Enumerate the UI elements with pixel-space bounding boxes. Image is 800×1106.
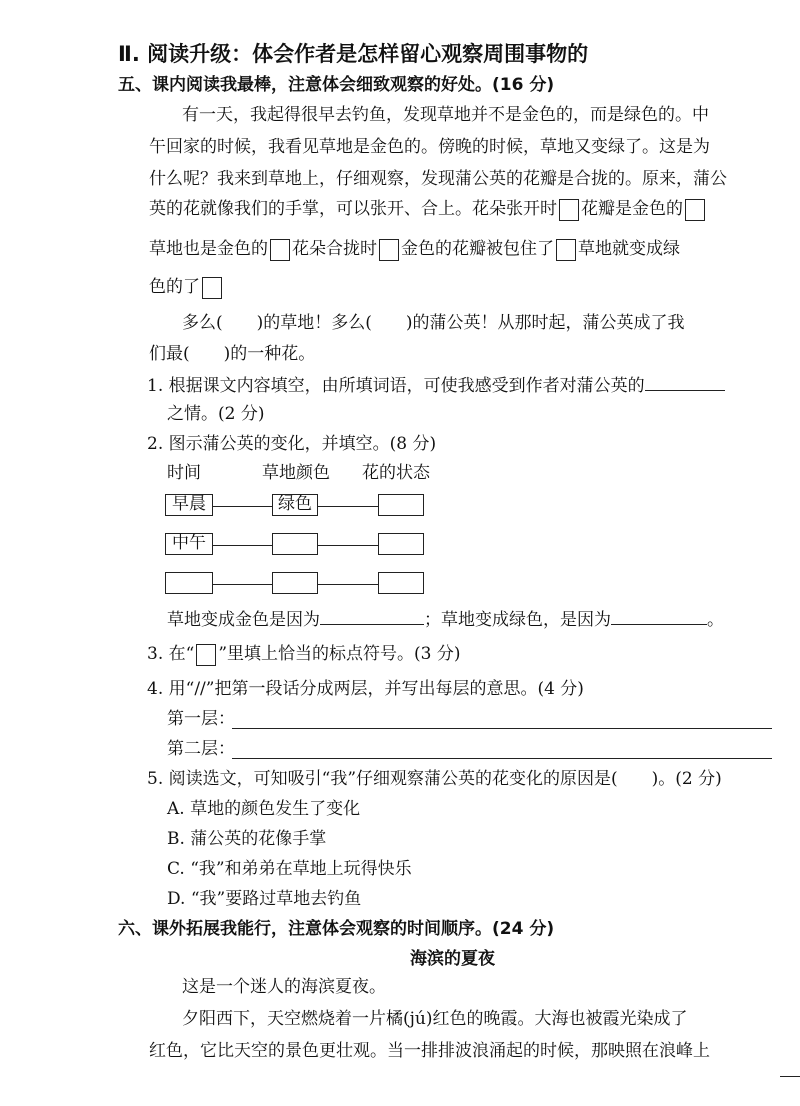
passage-text: 草地就变成绿	[578, 239, 680, 259]
layer1-answer-line[interactable]	[232, 728, 772, 729]
section6-heading: 六、课外拓展我能行，注意体会观察的时间顺序。(24 分)	[118, 919, 555, 939]
punctuation-box[interactable]	[270, 239, 290, 261]
question-1	[147, 374, 725, 397]
question-3	[147, 643, 461, 666]
diagram-box-color-evening[interactable]	[272, 572, 318, 594]
question-text: 3. 在“	[147, 644, 195, 664]
question-text: 。	[707, 610, 724, 630]
question-text: 1. 根据课文内容填空，由所填词语，可使我感受到作者对蒲公英的	[147, 376, 645, 396]
question-1-line2: 之情。(2 分)	[167, 404, 265, 424]
question-2: 2. 图示蒲公英的变化，并填空。(8 分)	[147, 434, 437, 454]
answer-blank[interactable]	[320, 608, 424, 625]
layer2-answer-line[interactable]	[232, 758, 772, 759]
passage-text: 花瓣是金色的	[581, 199, 683, 219]
diagram-box-time-morning: 早晨	[165, 494, 213, 516]
diagram-connector	[213, 584, 272, 585]
article-line: 这是一个迷人的海滨夏夜。	[182, 977, 386, 997]
question-text: ；草地变成绿色，是因为	[424, 610, 611, 630]
passage-text: 金色的花瓣被包住了	[401, 239, 554, 259]
option-c[interactable]: C. “我”和弟弟在草地上玩得快乐	[167, 859, 412, 879]
passage-text: 草地也是金色的	[149, 239, 268, 259]
diagram-connector	[318, 545, 378, 546]
diagram-header-time: 时间	[167, 463, 201, 483]
passage-line	[149, 238, 680, 261]
option-d[interactable]: D. “我”要路过草地去钓鱼	[167, 889, 362, 909]
diagram-connector	[318, 584, 378, 585]
punctuation-box[interactable]	[559, 199, 579, 221]
question-4: 4. 用“//”把第一段话分成两层，并写出每层的意思。(4 分)	[147, 679, 584, 699]
passage-text: 多么(	[182, 313, 223, 333]
passage-text: )的草地！多么(	[256, 313, 372, 333]
diagram-box-time-noon: 中午	[165, 533, 213, 555]
layer1-label: 第一层：	[167, 709, 235, 729]
passage-text: 们最(	[149, 344, 190, 364]
passage-text: 花朵合拢时	[292, 239, 377, 259]
article-title: 海滨的夏夜	[410, 949, 495, 969]
passage-line	[149, 343, 315, 365]
punctuation-box[interactable]	[556, 239, 576, 261]
option-a[interactable]: A. 草地的颜色发生了变化	[167, 799, 361, 819]
question-2-fill	[167, 608, 724, 631]
punctuation-box-sample	[196, 644, 216, 666]
passage-line: 有一天，我起得很早去钓鱼，发现草地并不是金色的，而是绿色的。中	[182, 105, 709, 125]
question-text: 草地变成金色是因为	[167, 610, 320, 630]
punctuation-box[interactable]	[379, 239, 399, 261]
diagram-box-time-evening[interactable]	[165, 572, 213, 594]
passage-line	[149, 198, 707, 221]
answer-blank[interactable]	[611, 608, 707, 625]
diagram-box-state-morning[interactable]	[378, 494, 424, 516]
article-line: 红色，它比天空的景色更壮观。当一排排波浪涌起的时候，那映照在浪峰上	[149, 1041, 710, 1061]
passage-text: )的蒲公英！从那时起，蒲公英成了我	[405, 313, 685, 333]
part-heading: Ⅱ. 阅读升级：体会作者是怎样留心观察周围事物的	[118, 42, 589, 66]
passage-text: 英的花就像我们的手掌，可以张开、合上。花朵张开时	[149, 199, 557, 219]
question-text: 5. 阅读选文，可知吸引“我”仔细观察蒲公英的花变化的原因是(	[147, 769, 618, 789]
punctuation-box[interactable]	[685, 199, 705, 221]
passage-line: 午回家的时候，我看见草地是金色的。傍晚的时候，草地又变绿了。这是为	[149, 137, 710, 157]
diagram-header-flower-state: 花的状态	[362, 463, 430, 483]
layer2-label: 第二层：	[167, 739, 235, 759]
question-5	[147, 768, 722, 790]
passage-text: 色的了	[149, 277, 200, 297]
diagram-connector	[213, 545, 272, 546]
question-text: )。(2 分)	[651, 769, 722, 789]
diagram-box-color-morning: 绿色	[272, 494, 318, 516]
diagram-box-color-noon[interactable]	[272, 533, 318, 555]
question-text: ”里填上恰当的标点符号。(3 分)	[218, 644, 461, 664]
passage-line: 什么呢？我来到草地上，仔细观察，发现蒲公英的花瓣是合拢的。原来，蒲公	[149, 169, 727, 189]
diagram-header-grass-color: 草地颜色	[262, 463, 330, 483]
punctuation-box[interactable]	[202, 277, 222, 299]
passage-line	[182, 312, 685, 334]
option-b[interactable]: B. 蒲公英的花像手掌	[167, 829, 327, 849]
section5-heading: 五、课内阅读我最棒，注意体会细致观察的好处。(16 分)	[118, 75, 555, 95]
diagram-connector	[318, 506, 378, 507]
diagram-box-state-noon[interactable]	[378, 533, 424, 555]
diagram-connector	[213, 506, 272, 507]
passage-line	[149, 276, 224, 299]
page-edge-mark	[780, 1076, 800, 1077]
answer-blank[interactable]	[645, 374, 725, 391]
diagram-box-state-evening[interactable]	[378, 572, 424, 594]
passage-text: )的一种花。	[223, 344, 316, 364]
article-line: 夕阳西下，天空燃烧着一片橘(jú)红色的晚霞。大海也被霞光染成了	[182, 1009, 688, 1029]
